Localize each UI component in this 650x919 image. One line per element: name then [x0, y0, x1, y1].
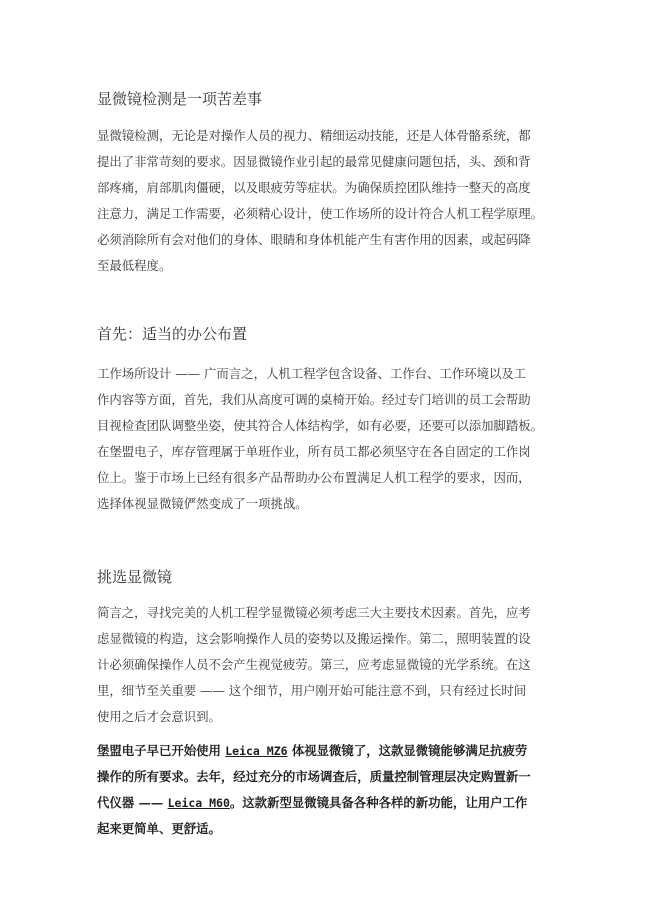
text-line: 简言之，寻找完美的人机工程学显微镜必须考虑三大主要技术因素。首先，应考 [97, 605, 531, 620]
section-heading-choose-microscope: 挑选显微镜 [97, 568, 173, 586]
text-line: 必须消除所有会对他们的身体、眼睛和身体机能产生有害作用的因素，或起码降 [97, 232, 531, 247]
text-line: 计必须确保操作人员不会产生视觉疲劳。第三，应考虑显微镜的光学系统。在这 [97, 657, 531, 672]
text-line: 部疼痛，肩部肌肉僵硬，以及眼疲劳等症状。为确保质控团队维持一整天的高度 [97, 180, 531, 195]
leica-mz6-model: Leica MZ6 [225, 744, 288, 758]
text-fragment: 体视显微镜了，这款显微镜能够满足抗疲劳 [287, 743, 528, 758]
text-line: 使用之后才会意识到。 [97, 709, 221, 724]
text-line: 至最低程度。 [97, 258, 172, 273]
text-fragment: 。这款新型显微镜具备各种各样的新功能，让用户工作 [229, 795, 528, 810]
paragraph-leica-purchase [97, 738, 567, 842]
text-line: 作内容等方面，首先，我们从高度可调的桌椅开始。经过专门培训的员工会帮助 [97, 392, 531, 407]
section-heading-office-layout: 首先：适当的办公布置 [97, 325, 248, 343]
section-heading-inspection: 显微镜检测是一项苦差事 [97, 90, 263, 108]
text-line: 里，细节至关重要 —— 这个细节，用户刚开始可能注意不到，只有经过长时间 [97, 683, 527, 698]
text-line: 注意力，满足工作需要，必须精心设计，使工作场所的设计符合人机工程学原理。 [97, 206, 544, 221]
text-line: 虑显微镜的构造，这会影响操作人员的姿势以及搬运操作。第二，照明装置的设 [97, 631, 531, 646]
text-line: 目视检查团队调整坐姿，使其符合人体结构学，如有必要，还要可以添加脚踏板。 [97, 418, 544, 433]
text-line: 在堡盟电子，库存管理属于单班作业，所有员工都必须坚守在各自固定的工作岗 [97, 444, 531, 459]
text-line: 选择体视显微镜俨然变成了一项挑战。 [97, 496, 308, 511]
paragraph-choose-microscope [97, 600, 567, 730]
text-line: 操作的所有要求。去年，经过充分的市场调查后，质量控制管理层决定购置新一 [97, 769, 531, 784]
text-fragment: 堡盟电子早已开始使用 [97, 743, 226, 758]
text-line: 位上。鉴于市场上已经有很多产品帮助办公布置满足人机工程学的要求，因而， [97, 470, 531, 485]
paragraph-office-layout [97, 361, 567, 517]
text-line: 起来更简单、更舒适。 [97, 821, 221, 836]
paragraph-inspection [97, 123, 567, 279]
text-line: 显微镜检测，无论是对操作人员的视力、精细运动技能，还是人体骨骼系统，都 [97, 128, 531, 143]
text-line [97, 738, 567, 764]
text-line [97, 790, 567, 816]
text-line: 工作场所设计 —— 广而言之，人机工程学包含设备、工作台、工作环境以及工 [97, 366, 527, 381]
text-fragment: 代仪器 —— [97, 795, 168, 810]
text-line: 提出了非常苛刻的要求。因显微镜作业引起的最常见健康问题包括，头、颈和背 [97, 154, 531, 169]
leica-m60-model: Leica M60 [167, 796, 230, 810]
